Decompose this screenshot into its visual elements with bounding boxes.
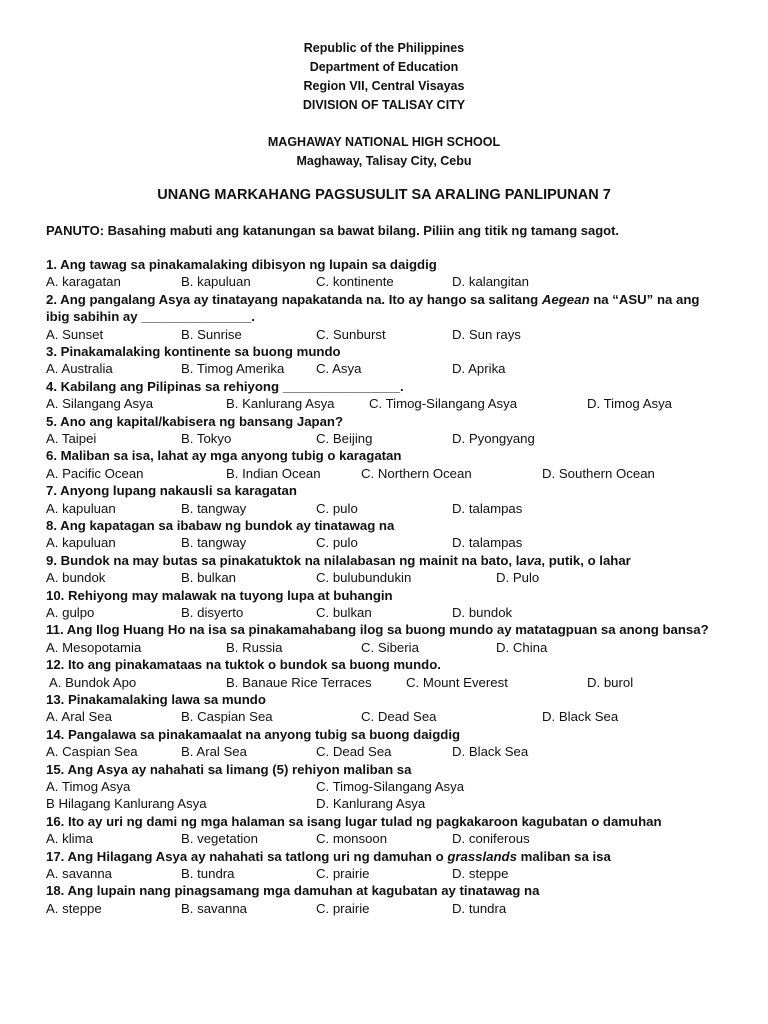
school-name: MAGHAWAY NATIONAL HIGH SCHOOL xyxy=(267,135,501,149)
answer-option[interactable]: A. karagatan xyxy=(46,274,121,290)
answer-option[interactable]: A. bundok xyxy=(46,570,106,586)
answer-option[interactable]: A. savanna xyxy=(46,865,112,881)
answer-option[interactable]: D. China xyxy=(496,639,548,655)
question-text: 12. Ito ang pinakamataas na tuktok o bundok sa buong mundo. xyxy=(46,657,441,673)
answer-option[interactable]: A. Mesopotamia xyxy=(46,639,142,655)
options-row xyxy=(46,708,726,725)
options-row xyxy=(46,900,726,917)
question-text: 7. Anyong lupang nakausli sa karagatan xyxy=(46,483,297,499)
question-text: 17. Ang Hilagang Asya ay nahahati sa tatlong uri ng damuhan o grasslands maliban sa isa xyxy=(46,848,611,864)
answer-option[interactable]: C. pulo xyxy=(316,535,358,551)
question-text: 1. Ang tawag sa pinakamalaking dibisyon ng lupain sa daigdig xyxy=(46,257,437,272)
question-list xyxy=(46,256,726,917)
options-row xyxy=(46,430,726,447)
answer-option[interactable]: D. tundra xyxy=(452,900,507,916)
question-text: 14. Pangalawa sa pinakamaalat na anyong tubig sa buong daigdig xyxy=(46,726,461,742)
answer-option[interactable]: B. Sunrise xyxy=(181,326,242,342)
question-text: 2. Ang pangalang Asya ay tinatayang napakatanda na. Ito ay hango sa salitang Aegean na “ASU” na ang ibig sabihin ay _______________. xyxy=(46,291,700,325)
question-text: 4. Kabilang ang Pilipinas sa rehiyong ________________. xyxy=(46,378,404,394)
answer-option[interactable]: D. talampas xyxy=(452,535,523,551)
answer-option[interactable]: A. Timog Asya xyxy=(46,778,131,794)
answer-option[interactable]: B. Timog Amerika xyxy=(181,361,285,377)
answer-option[interactable]: D. Pyongyang xyxy=(452,431,535,446)
options-row xyxy=(46,360,726,377)
question-text: 5. Ano ang kapital/kabisera ng bansang Japan? xyxy=(46,413,344,429)
answer-option[interactable]: A. Aral Sea xyxy=(46,709,112,725)
answer-option[interactable]: C. Mount Everest xyxy=(406,674,508,690)
answer-option[interactable]: C. Beijing xyxy=(316,431,373,446)
answer-option[interactable]: D. Aprika xyxy=(452,361,506,377)
answer-option[interactable]: C. Siberia xyxy=(361,639,419,655)
answer-option[interactable]: B. Kanlurang Asya xyxy=(226,396,335,412)
answer-option[interactable]: C. Northern Ocean xyxy=(361,465,472,481)
options-row xyxy=(46,534,726,551)
options-row xyxy=(46,500,726,517)
options-row xyxy=(46,865,726,882)
header-block xyxy=(0,39,768,115)
answer-option[interactable]: D. burol xyxy=(587,674,634,690)
answer-option[interactable]: D. Kanlurang Asya xyxy=(316,796,426,812)
school-address: Maghaway, Talisay City, Cebu xyxy=(296,154,472,168)
answer-option[interactable]: D. Pulo xyxy=(496,570,540,586)
answer-option[interactable]: C. Asya xyxy=(316,361,362,377)
answer-option[interactable]: B. Tokyo xyxy=(181,431,232,446)
answer-option[interactable]: A. Sunset xyxy=(46,326,104,342)
answer-option[interactable]: C. prairie xyxy=(316,865,370,881)
options-row xyxy=(46,569,726,586)
answer-option[interactable]: C. Dead Sea xyxy=(316,744,392,760)
answer-option[interactable]: B. bulkan xyxy=(181,570,236,586)
options-row xyxy=(46,674,726,691)
question-text: 8. Ang kapatagan sa ibabaw ng bundok ay tinatawag na xyxy=(46,517,395,533)
answer-option[interactable]: D. Timog Asya xyxy=(587,396,673,412)
answer-option[interactable]: B Hilagang Kanlurang Asya xyxy=(46,796,207,812)
exam-title: UNANG MARKAHANG PAGSUSULIT SA ARALING PANLIPUNAN 7 xyxy=(157,187,611,203)
header-line: Department of Education xyxy=(309,60,459,74)
answer-option[interactable]: B. kapuluan xyxy=(181,274,251,290)
options-row xyxy=(46,778,726,795)
answer-option[interactable]: A. Silangang Asya xyxy=(46,396,154,412)
header-line: DIVISION OF TALISAY CITY xyxy=(302,98,466,112)
answer-option[interactable]: B. vegetation xyxy=(181,831,258,847)
answer-option[interactable]: C. Sunburst xyxy=(316,326,386,342)
answer-option[interactable]: C. Timog-Silangang Asya xyxy=(369,396,518,412)
answer-option[interactable]: C. kontinente xyxy=(316,274,394,290)
answer-option[interactable]: D. Southern Ocean xyxy=(542,465,655,481)
answer-option[interactable]: A. klima xyxy=(46,831,93,847)
answer-option[interactable]: D. bundok xyxy=(452,604,513,620)
question-text: 10. Rehiyong may malawak na tuyong lupa at buhangin xyxy=(46,587,393,603)
answer-option[interactable]: D. Black Sea xyxy=(452,744,529,760)
header-line: Region VII, Central Visayas xyxy=(303,79,465,93)
question-text: 15. Ang Asya ay nahahati sa limang (5) rehiyon maliban sa xyxy=(46,761,412,777)
answer-option[interactable]: A. steppe xyxy=(46,900,102,916)
options-row xyxy=(46,465,726,482)
answer-option[interactable]: B. savanna xyxy=(181,900,247,916)
answer-option[interactable]: C. Timog-Silangang Asya xyxy=(316,778,465,794)
answer-option[interactable]: D. talampas xyxy=(452,500,523,516)
answer-option[interactable]: A. Bundok Apo xyxy=(49,674,137,690)
options-row xyxy=(46,395,726,412)
header-line: Republic of the Philippines xyxy=(303,41,465,55)
answer-option[interactable]: A. gulpo xyxy=(46,604,95,620)
answer-option[interactable]: D. Black Sea xyxy=(542,709,619,725)
answer-option[interactable]: B. Russia xyxy=(226,639,283,655)
answer-option[interactable]: A. Caspian Sea xyxy=(46,744,138,760)
answer-option[interactable]: C. Dead Sea xyxy=(361,709,437,725)
answer-option[interactable]: B. tangway xyxy=(181,500,247,516)
options-row xyxy=(46,273,726,290)
answer-option[interactable]: B. Caspian Sea xyxy=(181,709,273,725)
question-text: 16. Ito ay uri ng dami ng mga halaman sa isang lugar tulad ng pagkakaroon kagubatan o damuhan xyxy=(46,813,662,829)
options-row xyxy=(46,743,726,760)
answer-option[interactable]: A. kapuluan xyxy=(46,535,116,551)
question-text: 6. Maliban sa isa, lahat ay mga anyong tubig o karagatan xyxy=(46,448,402,464)
question-text: 13. Pinakamalaking lawa sa mundo xyxy=(46,691,266,707)
answer-option[interactable]: C. pulo xyxy=(316,500,358,516)
options-row xyxy=(46,830,726,847)
answer-option[interactable]: D. kalangitan xyxy=(452,274,529,290)
answer-option[interactable]: B. Banaue Rice Terraces xyxy=(226,674,372,690)
answer-option[interactable]: C. bulkan xyxy=(316,604,372,620)
answer-option[interactable]: B. tangway xyxy=(181,535,247,551)
answer-option[interactable]: D. Sun rays xyxy=(452,326,521,342)
school-block xyxy=(0,133,768,171)
answer-option[interactable]: A. Pacific Ocean xyxy=(46,465,144,481)
options-row xyxy=(46,795,726,812)
answer-option[interactable]: D. coniferous xyxy=(452,831,530,847)
answer-option[interactable]: A. kapuluan xyxy=(46,500,116,516)
instructions: PANUTO: Basahing mabuti ang katanungan sa bawat bilang. Piliin ang titik ng tamang sagot. xyxy=(46,223,620,238)
question-text: 3. Pinakamalaking kontinente sa buong mundo xyxy=(46,344,341,359)
answer-option[interactable]: D. steppe xyxy=(452,865,509,881)
answer-option[interactable]: B. tundra xyxy=(181,865,235,881)
options-row xyxy=(46,639,726,656)
question-text: 9. Bundok na may butas sa pinakatuktok na nilalabasan ng mainit na bato, lava, putik, o lahar xyxy=(46,552,631,568)
question-text: 18. Ang lupain nang pinagsamang mga damuhan at kagubatan ay tinatawag na xyxy=(46,883,540,899)
options-row xyxy=(46,326,726,343)
answer-option[interactable]: A. Taipei xyxy=(46,431,97,446)
answer-option[interactable]: B. Aral Sea xyxy=(181,744,247,760)
answer-option[interactable]: B. Indian Ocean xyxy=(226,465,321,481)
answer-option[interactable]: C. monsoon xyxy=(316,831,388,847)
answer-option[interactable]: B. disyerto xyxy=(181,604,244,620)
answer-option[interactable]: A. Australia xyxy=(46,361,113,377)
answer-option[interactable]: C. prairie xyxy=(316,900,370,916)
options-row xyxy=(46,604,726,621)
question-text: 11. Ang Ilog Huang Ho na isa sa pinakamahabang ilog sa buong mundo ay matatagpuan sa anong bansa? xyxy=(46,622,709,638)
answer-option[interactable]: C. bulubundukin xyxy=(316,570,412,586)
